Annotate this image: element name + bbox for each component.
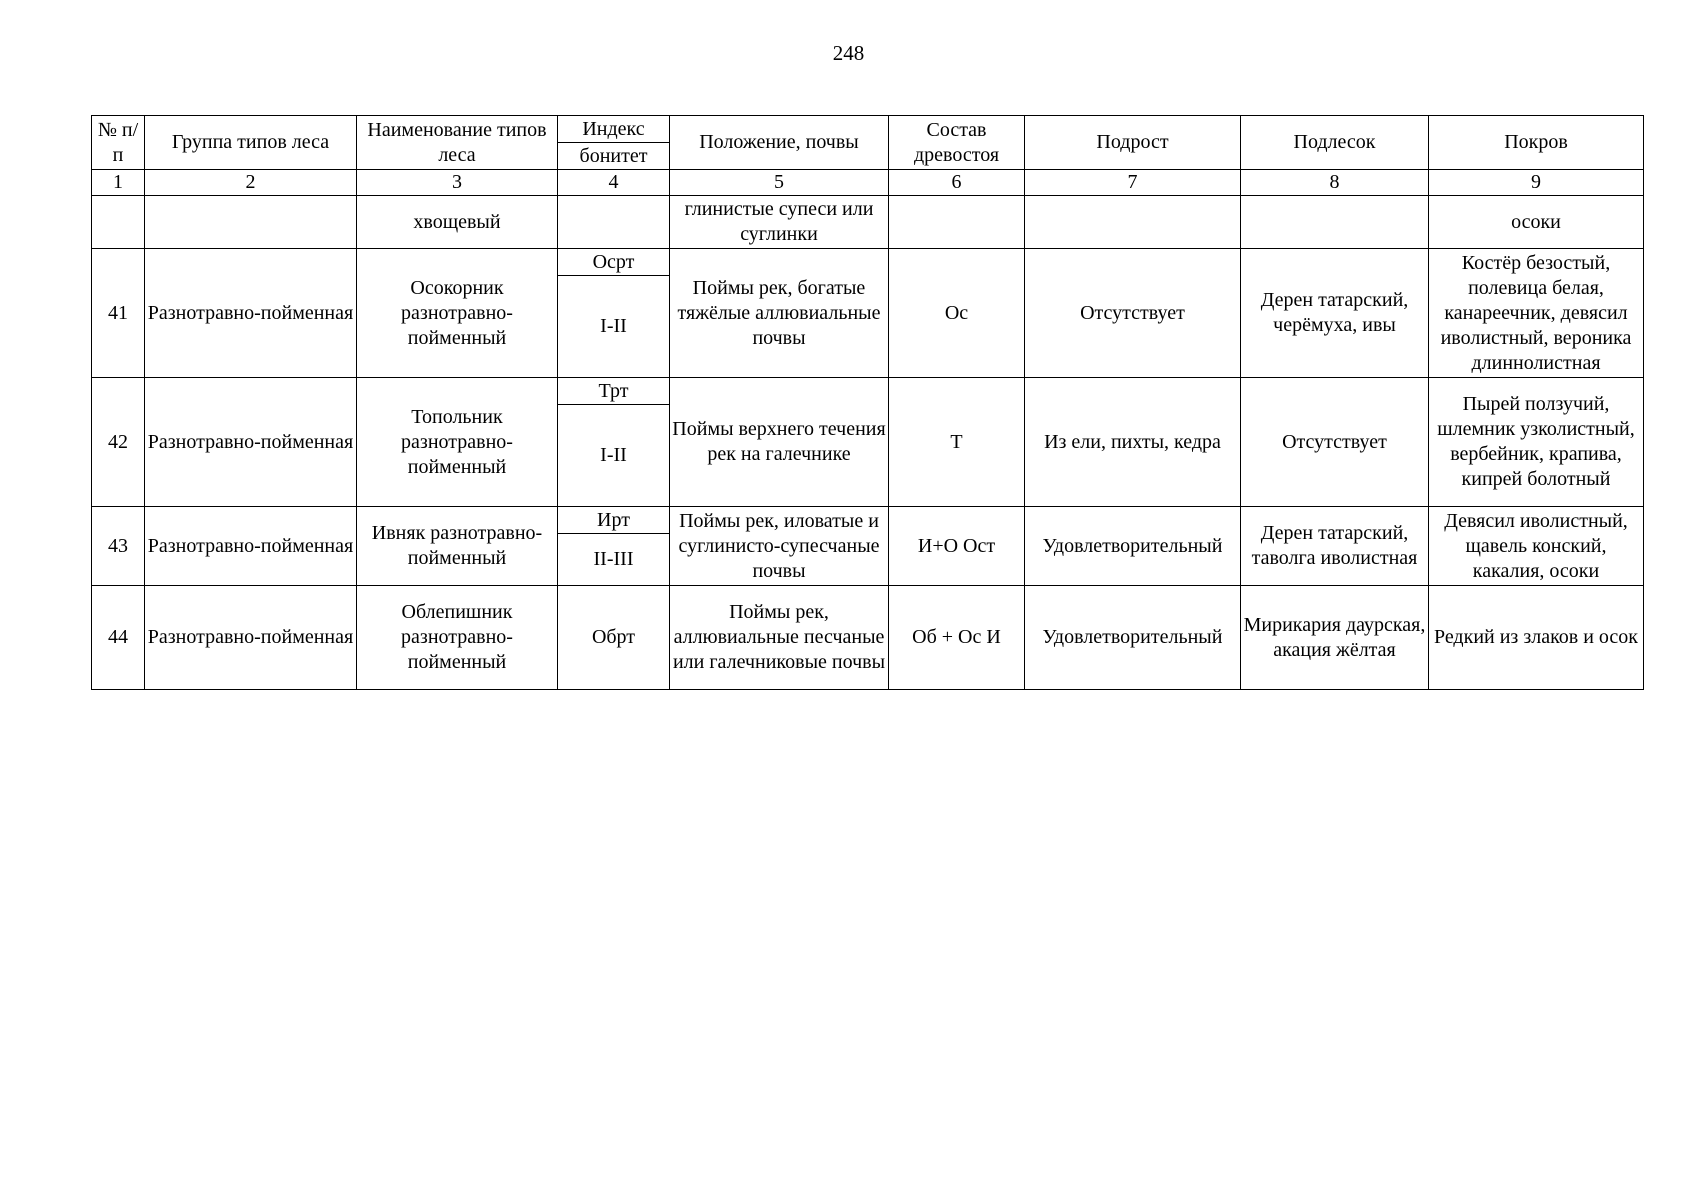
col-number: 5: [670, 170, 889, 196]
page-number: 248: [832, 41, 865, 65]
row-num: 41: [92, 249, 145, 378]
continuation-cover: осоки: [1429, 196, 1644, 249]
col-number: 6: [889, 170, 1025, 196]
row-understory: Дерен татарский, черёмуха, ивы: [1241, 249, 1429, 378]
row-undergrowth: Удовлетворительный: [1025, 586, 1241, 690]
row-index: Обрт: [558, 586, 670, 690]
column-number-row: [92, 170, 1644, 196]
row-num: 43: [92, 507, 145, 586]
table-row: [92, 507, 1644, 534]
header-name: Наименование типов леса: [357, 116, 558, 170]
continuation-row: [92, 196, 1644, 249]
row-soil: Поймы рек, иловатые и суглинисто-супесчаные почвы: [670, 507, 889, 586]
col-number: 1: [92, 170, 145, 196]
row-group: Разнотравно-пойменная: [145, 249, 357, 378]
forest-types-table: [91, 115, 1644, 690]
row-index: Трт: [558, 378, 670, 405]
row-name: Топольник разнотравно-пойменный: [357, 378, 558, 507]
row-composition: Т: [889, 378, 1025, 507]
row-cover: Девясил иволистный, щавель конский, какалия, осоки: [1429, 507, 1644, 586]
header-group: Группа типов леса: [145, 116, 357, 170]
header-undergrowth: Подрост: [1025, 116, 1241, 170]
col-number: 4: [558, 170, 670, 196]
row-composition: Об + Ос И: [889, 586, 1025, 690]
continuation-name: хвощевый: [357, 196, 558, 249]
row-name: Ивняк разнотравно-пойменный: [357, 507, 558, 586]
row-soil: Поймы рек, аллювиальные песчаные или галечниковые почвы: [670, 586, 889, 690]
row-understory: Мирикария даурская, акация жёлтая: [1241, 586, 1429, 690]
row-undergrowth: Отсутствует: [1025, 249, 1241, 378]
row-num: 42: [92, 378, 145, 507]
header-soil: Положение, почвы: [670, 116, 889, 170]
header-row: [92, 116, 1644, 143]
row-bonitet: I-II: [558, 276, 670, 378]
table-row: [92, 378, 1644, 405]
row-bonitet: I-II: [558, 405, 670, 507]
header-num: № п/п: [92, 116, 145, 170]
row-group: Разнотравно-пойменная: [145, 378, 357, 507]
table-row: [92, 249, 1644, 276]
col-number: 7: [1025, 170, 1241, 196]
row-undergrowth: Из ели, пихты, кедра: [1025, 378, 1241, 507]
row-cover: Костёр безостый, полевица белая, канареечник, девясил иволистный, вероника длиннолистная: [1429, 249, 1644, 378]
header-understory: Подлесок: [1241, 116, 1429, 170]
row-num: 44: [92, 586, 145, 690]
col-number: 3: [357, 170, 558, 196]
row-understory: Дерен татарский, таволга иволистная: [1241, 507, 1429, 586]
row-cover: Пырей ползучий, шлемник узколистный, вербейник, крапива, кипрей болотный: [1429, 378, 1644, 507]
table-row: [92, 586, 1644, 690]
row-index: Осрт: [558, 249, 670, 276]
col-number: 8: [1241, 170, 1429, 196]
row-group: Разнотравно-пойменная: [145, 586, 357, 690]
row-soil: Поймы рек, богатые тяжёлые аллювиальные почвы: [670, 249, 889, 378]
row-composition: Ос: [889, 249, 1025, 378]
col-number: 2: [145, 170, 357, 196]
header-cover: Покров: [1429, 116, 1644, 170]
row-index: Ирт: [558, 507, 670, 534]
row-undergrowth: Удовлетворительный: [1025, 507, 1241, 586]
header-composition: Состав древостоя: [889, 116, 1025, 170]
col-number: 9: [1429, 170, 1644, 196]
row-soil: Поймы верхнего течения рек на галечнике: [670, 378, 889, 507]
row-bonitet: II-III: [558, 534, 670, 586]
row-group: Разнотравно-пойменная: [145, 507, 357, 586]
header-index: Индекс: [558, 116, 670, 143]
row-name: Облепишник разнотравно-пойменный: [357, 586, 558, 690]
continuation-soil: глинистые супеси или суглинки: [670, 196, 889, 249]
row-composition: И+О Ост: [889, 507, 1025, 586]
row-understory: Отсутствует: [1241, 378, 1429, 507]
row-cover: Редкий из злаков и осок: [1429, 586, 1644, 690]
header-bonitet: бонитет: [558, 143, 670, 170]
row-name: Осокорник разнотравно-пойменный: [357, 249, 558, 378]
